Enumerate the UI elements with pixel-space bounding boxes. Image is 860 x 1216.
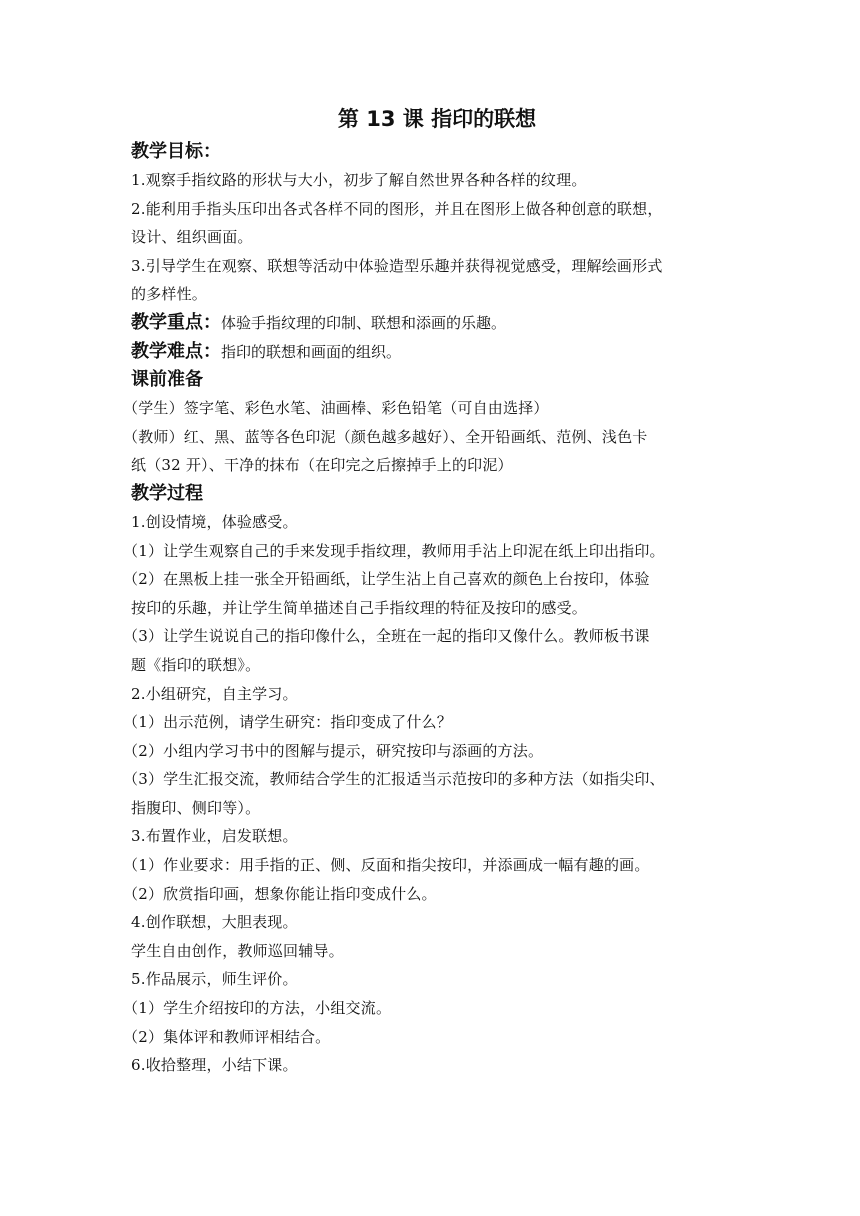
process-line: 6.收拾整理，小结下课。 bbox=[131, 1056, 298, 1075]
process-line: 1.创设情境，体验感受。 bbox=[131, 512, 298, 531]
process-heading: 教学过程 bbox=[131, 482, 203, 504]
preparation-heading: 课前准备 bbox=[131, 369, 203, 391]
objective-line: 设计、组织画面。 bbox=[131, 228, 253, 247]
difficulty-text: 指印的联想和画面的组织。 bbox=[221, 342, 402, 361]
preparation-line: （教师）红、黑、蓝等各色印泥（颜色越多越好）、全开铅画纸、范例、浅色卡 bbox=[123, 427, 648, 446]
preparation-line: （学生）签字笔、彩色水笔、油画棒、彩色铅笔（可自由选择） bbox=[123, 399, 549, 418]
process-line: （1）学生介绍按印的方法，小组交流。 bbox=[123, 999, 392, 1018]
process-line: 指腹印、侧印等）。 bbox=[131, 798, 261, 817]
difficulty bbox=[131, 338, 743, 367]
process-line: （1）出示范例，请学生研究：指印变成了什么？ bbox=[123, 713, 452, 732]
process-line: 3.布置作业，启发联想。 bbox=[131, 827, 298, 846]
objective-line: 的多样性。 bbox=[131, 285, 208, 304]
process-line: 学生自由创作，教师巡回辅导。 bbox=[131, 941, 344, 960]
key-point-text: 体验手指纹理的印制、联想和添画的乐趣。 bbox=[221, 313, 507, 332]
process-line: （2）在黑板上挂一张全开铅画纸，让学生沾上自己喜欢的颜色上台按印，体验 bbox=[123, 570, 650, 589]
difficulty-label: 教学难点： bbox=[131, 340, 221, 362]
process-line: （2）欣赏指印画，想象你能让指印变成什么。 bbox=[123, 884, 437, 903]
lesson-plan-page bbox=[123, 104, 743, 1080]
process-line: （2）小组内学习书中的图解与提示，研究按印与添画的方法。 bbox=[123, 741, 544, 760]
objective-line: 1.观察手指纹路的形状与大小，初步了解自然世界各种各样的纹理。 bbox=[131, 171, 587, 189]
process-line: （3）学生汇报交流，教师结合学生的汇报适当示范按印的多种方法（如指尖印、 bbox=[123, 770, 665, 789]
process-line: 2.小组研究，自主学习。 bbox=[131, 684, 298, 703]
process-line: （3）让学生说说自己的指印像什么，全班在一起的指印又像什么。教师板书课 bbox=[123, 627, 650, 646]
objective-line: 3.引导学生在观察、联想等活动中体验造型乐趣并获得视觉感受，理解绘画形式 bbox=[131, 256, 663, 275]
process-line: （1）作业要求：用手指的正、侧、反面和指尖按印，并添画成一幅有趣的画。 bbox=[123, 856, 650, 875]
preparation-line: 纸（32 开）、干净的抹布（在印完之后擦掉手上的印泥） bbox=[131, 456, 513, 475]
process-line: 按印的乐趣，并让学生简单描述自己手指纹理的特征及按印的感受。 bbox=[131, 598, 588, 617]
key-point bbox=[131, 309, 743, 338]
process-line: 4.创作联想，大胆表现。 bbox=[131, 913, 298, 932]
process-line: （2）集体评和教师评相结合。 bbox=[123, 1027, 331, 1046]
objectives-heading: 教学目标： bbox=[131, 141, 221, 162]
page-title: 第 13 课 指印的联想 bbox=[337, 107, 537, 131]
key-point-label: 教学重点： bbox=[131, 311, 221, 333]
process-line: （1）让学生观察自己的手来发现手指纹理，教师用手沾上印泥在纸上印出指印。 bbox=[123, 541, 665, 560]
process-line: 题《指印的联想》。 bbox=[131, 655, 261, 674]
process-line: 5.作品展示，师生评价。 bbox=[131, 970, 298, 989]
objective-line: 2.能利用手指头压印出各式各样不同的图形，并且在图形上做各种创意的联想， bbox=[131, 199, 663, 218]
